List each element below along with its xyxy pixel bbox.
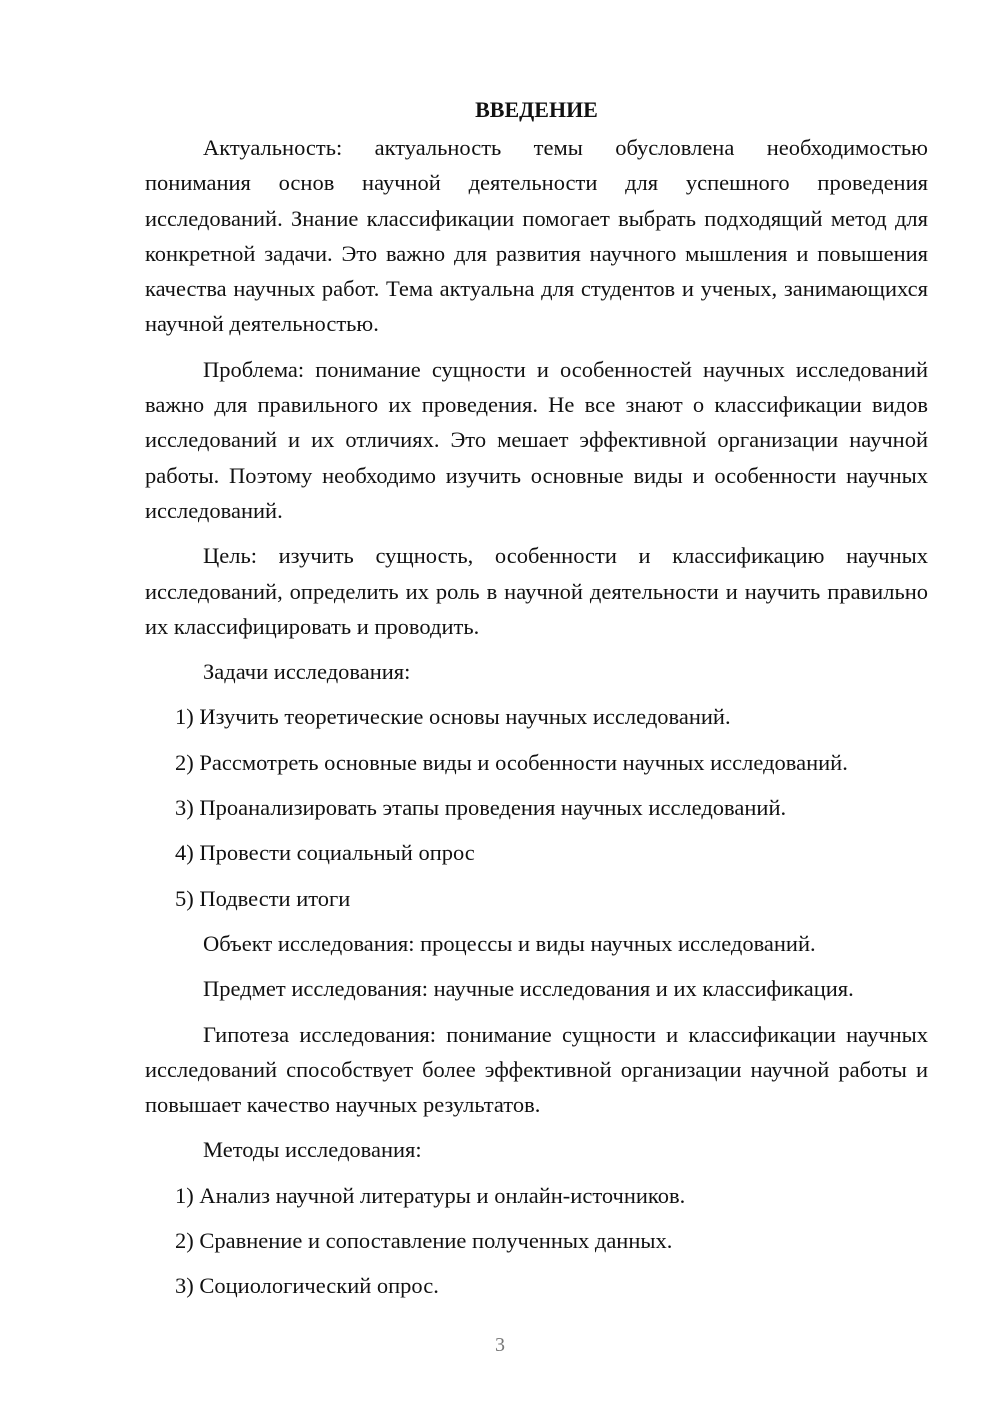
task-item: 1) Изучить теоретические основы научных исследований. (175, 704, 731, 730)
task-item: 4) Провести социальный опрос (175, 840, 475, 866)
method-item: 3) Социологический опрос. (175, 1273, 439, 1299)
section-title: ВВЕДЕНИЕ (475, 97, 598, 122)
relevance-paragraph: Актуальность: актуальность темы обусловлена необходимостью понимания основ научной деятельности для успешного проведения исследований. Знание классификации помогает выбрать подходящий метод для конкретной задачи. Это важно для развития научного мышления и повышения качества научных работ. Тема актуальна для студентов и ученых, занимающихся научной деятельностью. (145, 135, 928, 337)
subject-line: Предмет исследования: научные исследования и их классификация. (203, 976, 854, 1002)
object-line: Объект исследования: процессы и виды научных исследований. (203, 930, 816, 956)
method-item: 1) Анализ научной литературы и онлайн-источников. (175, 1182, 686, 1208)
page-number: 3 (495, 1334, 505, 1356)
task-item: 3) Проанализировать этапы проведения научных исследований. (175, 795, 787, 821)
problem-paragraph: Проблема: понимание сущности и особенностей научных исследований важно для правильного их проведения. Не все знают о классификации видов исследований и их отличиях. Это мешает эффективной организации научной работы. Поэтому необходимо изучить основные виды и особенности научных исследований. (145, 356, 928, 523)
goal-paragraph: Цель: изучить сущность, особенности и классификацию научных исследований, определить их роль в научной деятельности и научить правильно их классифицировать и проводить. (145, 543, 928, 639)
document-body (145, 92, 928, 1314)
task-item: 2) Рассмотреть основные виды и особенности научных исследований. (175, 749, 848, 775)
methods-heading: Методы исследования: (203, 1137, 422, 1163)
hypothesis-paragraph: Гипотеза исследования: понимание сущности и классификации научных исследований способствует более эффективной организации научной работы и повышает качество научных результатов. (145, 1021, 928, 1118)
task-item: 5) Подвести итоги (175, 885, 351, 911)
method-item: 2) Сравнение и сопоставление полученных данных. (175, 1228, 673, 1254)
tasks-heading: Задачи исследования: (203, 659, 411, 685)
